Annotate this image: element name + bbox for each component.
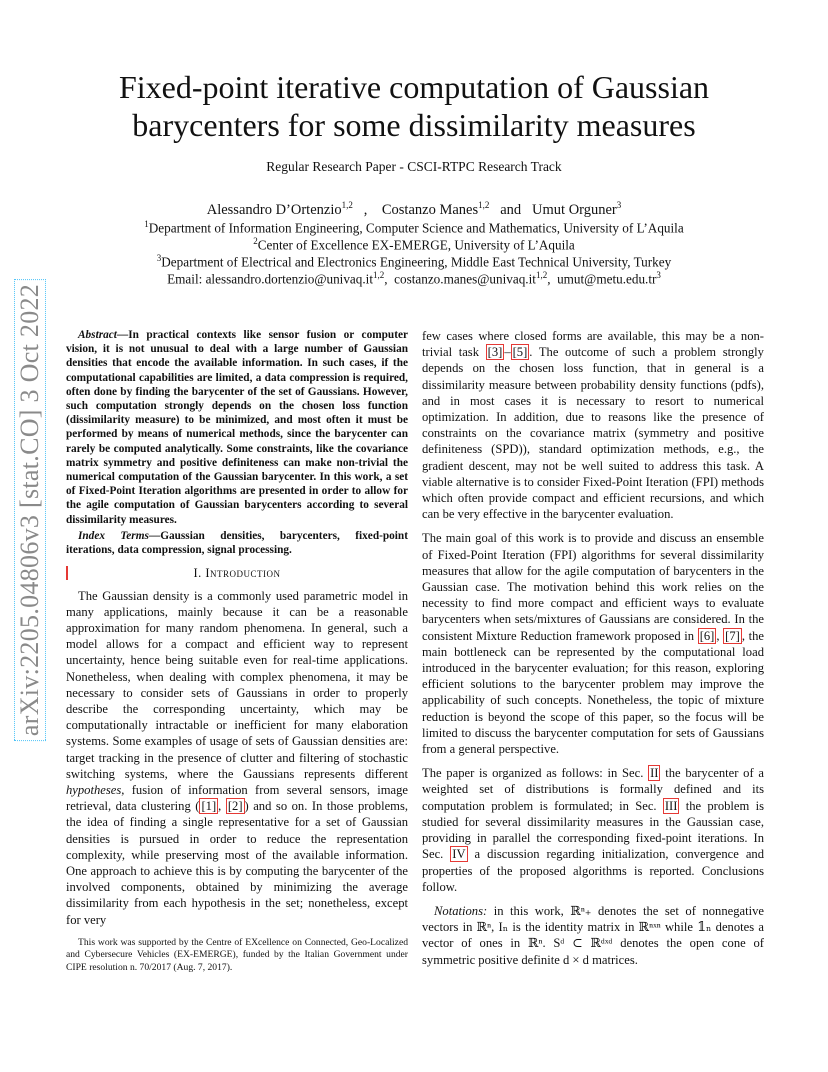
citation-link-1[interactable]: [1] xyxy=(201,799,217,814)
email-2[interactable]: costanzo.manes@univaq.it xyxy=(394,271,536,287)
email-1-sup: 1,2 xyxy=(373,270,385,280)
affiliation-3 xyxy=(60,253,768,270)
citation-dash: – xyxy=(504,345,511,360)
right-p1a: few cases where closed forms are available, this may be a non-trivial task xyxy=(422,329,764,360)
paper-title xyxy=(90,68,738,144)
paper-subtitle: Regular Research Paper - CSCI-RTPC Research Track xyxy=(266,159,562,174)
arxiv-sidebar-id xyxy=(10,260,50,760)
aff1-sup: 1 xyxy=(144,219,149,229)
author-and: and xyxy=(500,201,522,218)
email-1[interactable]: alessandro.dortenzio@univaq.it xyxy=(205,271,373,287)
intro-paragraph-1: The Gaussian density is a commonly used parametric model in many applications, mainly because it can be a reasonable approximation for many random phenomena. In general, such a model allows for a compact and efficient way to represent uncertainty, hence being suitable even for real-time applications. Nonetheless, when dealing with complex phenomena, it may be necessary to consider sets of Gaussians in order to properly describe the corresponding uncertainty, which may be computationally intractable or inefficient for many elaboration systems. Some examples of usage of sets of Gaussian densities are: target tracking in the presence of clutter and filtering of stochastic switching systems, where the Gaussians represents different hypotheses, fusion of information from several sensors, image retrieval, data clustering ( [1] , [2] ) and so on. In those problems, the idea of finding a single representative for a set of Gaussian densities is pursued in order to reduce the representation complexity, while preserving most of the available information. One approach to achieve this is by computing the barycenter of the involved components, obtained by minimizing the average dissimilarity from each hypothesis in the set; nonetheless, except for very xyxy=(66,588,409,927)
right-paragraph-2: The main goal of this work is to provide and discuss an ensemble of Fixed-Point Iteration (FPI) algorithms for several dissimilarity measures that allow for the agile computation of barycenters in the Gaussian case. The motivation behind this work relies on the necessity to find more compact and efficient ways to evaluate barycenters when sets/mixtures of Gaussians are considered. In the consistent Mixture Reduction framework proposed in [6] , [7] , the main bottleneck can be represented by the computational load introduced in the barycenter evaluation; for this reason, exploring efficient solutions to the barycenter problem may improve the applicability of such concepts. Nonetheless, the topic of mixture reduction is beyond the scope of this paper, so the focus will be limited to discuss the barycenter computation for sets of Gaussians from a general perspective. xyxy=(422,531,765,757)
right-column xyxy=(422,328,764,976)
citation-link-2[interactable]: [2] xyxy=(227,799,243,814)
abstract xyxy=(66,328,408,527)
title-line-1: Fixed-point iterative computation of Gaussian xyxy=(118,69,710,105)
affiliation-2 xyxy=(60,236,768,253)
email-3[interactable]: umut@metu.edu.tr xyxy=(557,271,657,287)
author-list: Alessandro D’Ortenzio$^{1,2}$ , Costanzo Manes$^{1,2}$ and Umut Orguner$^3$ xyxy=(206,200,622,218)
link-marker-icon xyxy=(66,566,68,580)
index-terms-label: Index Terms xyxy=(78,529,149,542)
aff1-text: Department of Information Engineering, Computer Science and Mathematics, University of L’Aquila xyxy=(148,220,684,236)
citation-link-5[interactable]: [5] xyxy=(512,345,528,360)
section-link-IV[interactable]: IV xyxy=(452,847,466,862)
author-2: Costanzo Manes xyxy=(381,201,479,218)
affiliation-1 xyxy=(60,219,768,236)
citation-link-7[interactable]: [7] xyxy=(725,628,740,643)
aff3-sup: 3 xyxy=(156,253,162,263)
email-label: Email: xyxy=(167,271,203,287)
title-line-2: barycenters for some dissimilarity measures xyxy=(132,107,696,143)
right-paragraph-3 xyxy=(422,765,764,895)
right-p3c: the problem is studied for several dissimilarity measures in the Gaussian case, providing in parallel the corresponding fixed-point iterations. In Sec. xyxy=(422,798,764,862)
citation-link-6[interactable]: [6] xyxy=(699,628,715,643)
section-heading-introduction xyxy=(66,565,408,581)
email-3-sup: 3 xyxy=(656,270,661,280)
author-1: Alessandro D’Ortenzio xyxy=(206,201,342,218)
right-p3b: the barycenter of a weighted set of distributions is formally defined and its computation problem is formulated; in Sec. xyxy=(422,766,764,813)
footnote: This work was supported by the Centre of EXcellence on Connected, Geo-Localized and Cybersecure Vehicles (EX-EMERGE), funded by the Italian Government under CIPE resolution n. 70/2017 (Aug. 7, 2017). xyxy=(66,937,408,973)
right-p3d: a discussion regarding initialization, convergence and properties of the proposed algorithms is reported. Conclusions follow. xyxy=(422,847,764,894)
author-3-sup: 3 xyxy=(616,200,622,210)
aff2-sup: 2 xyxy=(253,236,258,246)
email-2-sup: 1,2 xyxy=(535,270,548,280)
email-line: Email: alessandro.dortenzio@univaq.it$^{1,2}$, costanzo.manes@univaq.it$^{1,2}$, $umut@metu.edu.tr^3$ xyxy=(167,270,661,287)
citation-link-3[interactable]: [3] xyxy=(487,345,503,360)
intro-p1a: The Gaussian density is a commonly used parametric model in many applications, mainly because it can be a reasonable approximation for many random phenomena. In general, such a model allows for a compact and efficient way to represent uncertainty, hence being suitable even for real-time applications. Nonetheless, when dealing with complex phenomena, it may be necessary to consider sets of Gaussians in order to properly describe the corresponding uncertainty, which may be computationally intractable or inefficient for many elaboration systems. Some examples of usage of sets of Gaussian densities are: target tracking in the presence of clutter and filtering of stochastic switching systems, where the Gaussians represents different xyxy=(66,588,408,781)
right-paragraph-notations xyxy=(422,903,764,968)
intro-hypotheses: hypotheses xyxy=(66,782,122,797)
author-1-sup: 1,2 xyxy=(341,200,353,210)
left-column xyxy=(66,328,408,936)
right-p2b: , the main bottleneck can be represented by the computational load introduced in the barycenter evaluation; for this reason, exploring efficient solutions to the barycenter problem may improve the applicability of such concepts. Nonetheless, the topic of mixture reduction is beyond the scope of this paper, so the focus will be limited to discuss the barycenter computation for sets of Gaussians from a general perspective. xyxy=(422,628,765,757)
aff3-text: Department of Electrical and Electronics Engineering, Middle East Technical University, Turkey xyxy=(161,254,672,270)
notations-text: in this work, ℝⁿ₊ denotes the set of nonnegative vectors in ℝⁿ, Iₙ is the identity matrix in ℝⁿˣⁿ while 𝟙ₙ denotes a vector of ones in ℝⁿ. Sᵈ ⊂ ℝᵈˣᵈ denotes the open cone of symmetric positive definite d × d matrices. xyxy=(422,903,764,967)
arxiv-id-text[interactable]: arXiv:2205.04806v3 [stat.CO] 3 Oct 2022 xyxy=(14,279,46,741)
right-p1b: . The outcome of such a problem strongly depends on the chosen loss function, that in general is a dissimilarity measure between probability density functions (pdfs), and in most cases it is necessary to resort to numerical optimization. In addition, due to reasons like the presence of constraints on the covariance matrix (symmetry and positive definiteness (SPD)), standard optimization methods, e.g., the gradient descent, may not be well suited to address this task. A viable alternative is to consider Fixed-Point Iteration (FPI) methods which often provide compact and efficient recursions, and which can be very effective in the barycenter evaluation. xyxy=(422,345,764,522)
aff2-text: Center of Excellence EX-EMERGE, University of L’Aquila xyxy=(257,237,575,253)
section-title: I. Introduction xyxy=(193,566,281,581)
intro-p1c: ) and so on. In those problems, the idea of finding a single representative for a set of Gaussian densities is pursued in order to reduce the representation complexity, while preserving most of the available information. One approach to achieve this is by computing the barycenter of the involved components, obtained by minimizing the average dissimilarity from each hypothesis in the set; nonetheless, except for very xyxy=(66,799,409,927)
notations-label: Notations: xyxy=(434,903,488,918)
section-link-III[interactable]: III xyxy=(664,798,678,813)
section-link-II[interactable]: II xyxy=(650,766,659,781)
right-p3a: The paper is organized as follows: in Sec. xyxy=(422,766,649,781)
right-p2a: The main goal of this work is to provide and discuss an ensemble of Fixed-Point Iteration (FPI) algorithms for several dissimilarity measures that allow for the agile computation of barycenters in the Gaussian case. The motivation behind this work relies on the necessity to find more compact and efficient ways to evaluate barycenters when sets/mixtures of Gaussians are considered. In the consistent Mixture Reduction framework proposed in xyxy=(422,531,764,643)
abstract-text: —In practical contexts like sensor fusion or computer vision, it is not unusual to deal with a large number of Gaussian densities that encode the available information. In such cases, if the computational capabilities are limited, a data compression is required, often done by finding the barycenter of the set of Gaussians. However, such computation strongly depends on the chosen loss function (dissimilarity measure) to be minimized, and most often it must be performed by means of numerical methods, since the barycenter can rarely be computed analytically. Some constraints, like the covariance matrix symmetry and positive definiteness can make non-trivial the numerical computation of the Gaussian barycenter. In this work, a set of Fixed-Point Iteration algorithms are presented in order to allow for the agile computation of Gaussian barycenters according to several dissimilarity measures. xyxy=(66,329,408,526)
intro-p1b: , fusion of information from several sensors, image retrieval, data clustering ( xyxy=(66,782,408,814)
index-terms-text: —Gaussian densities, barycenters, fixed-point iterations, data compression, signal processing. xyxy=(66,529,408,557)
index-terms xyxy=(66,529,408,557)
author-2-sup: 1,2 xyxy=(478,200,490,210)
author-3: Umut Orguner xyxy=(532,201,617,218)
right-paragraph-1 xyxy=(422,328,764,522)
abstract-label: Abstract xyxy=(78,329,117,341)
